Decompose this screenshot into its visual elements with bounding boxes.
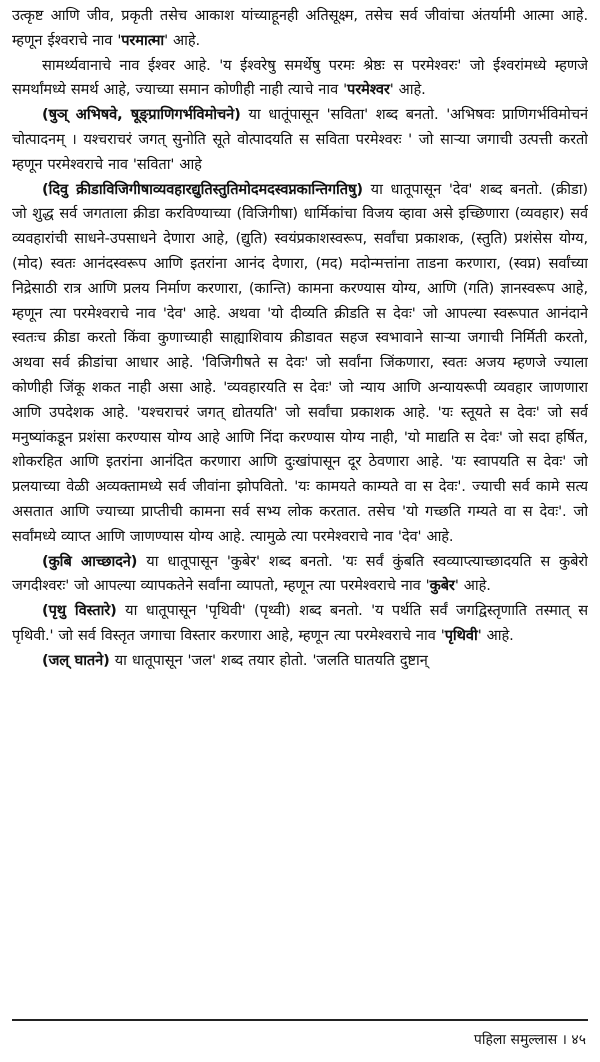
bold-term: (षुञ् अभिषवे, षूङ्प्राणिगर्भविमोचने) (42, 106, 241, 124)
text-run: ' आहे. (389, 81, 426, 99)
paragraph (12, 4, 588, 54)
text-run: या धातूपासून 'कुबेर' शब्द बनतो. 'यः सर्वं कुंबति स्वव्याप्त्याच्छादयति स कुबेरो जगदीश्वरः' जो आपल्या व्यापकतेने सर्वांना व्यापतो, म्हणून त्या परमेश्वराचे नाव ' (12, 552, 588, 595)
text-run: ' आहे. (164, 31, 201, 49)
text-run: ' आहे. (454, 577, 491, 595)
bold-term: पृथिवी (444, 626, 478, 644)
bold-term: परमात्मा (121, 31, 165, 49)
text-run: या धातूपासून 'जल' शब्द तयार होतो. 'जलति घातयति दुष्टान् (109, 651, 428, 669)
bold-term: (पृथु विस्तारे) (42, 602, 117, 620)
bold-term: (जल् घातने) (42, 651, 110, 669)
bold-term: कुबेर (429, 577, 455, 595)
page-body (12, 4, 588, 1004)
text-run: ' आहे. (477, 626, 514, 644)
bold-term: (कुबि आच्छादने) (42, 552, 138, 570)
paragraph (12, 178, 588, 550)
text-run: या धातूंपासून 'सविता' शब्द बनतो. 'अभिषवः प्राणिगर्भविमोचनं चोत्पादनम् । यश्चराचरं जगत् सुनोति सूते वोत्पादयति स सविता परमेश्वरः ' जो साऱ्या जगाची उत्पत्ती करतो म्हणून परमेश्वराचे नाव 'सविता' आहे (12, 106, 588, 173)
footer-divider (12, 1019, 588, 1021)
text-run: या धातूपासून 'देव' शब्द बनतो. (क्रीडा) जो शुद्ध सर्व जगताला क्रीडा करविण्याच्या (विजिगीषा) धार्मिकांचा विजय व्हावा असे इच्छिणारा (व्यवहार) सर्व व्यवहारांची साधने-उपसाधने देणारा आहे, (द्युति) स्वयंप्रकाशस्वरूप, सर्वांचा प्रकाशक, (स्तुति) प्रशंसेस योग्य, (मोद) स्वतः आनंदस्वरूप आणि इतरांना आनंद देणारा, (मद) मदोन्मत्तांना ताडना करणारा, (स्वप्न) सर्वांच्या निद्रेसाठी रात्र आणि प्रलय निर्माण करणारा, (कान्ति) कामना करण्यास योग्य, आणि (गति) ज्ञानस्वरूप आहे, म्हणून त्या परमेश्वराचे नाव 'देव' आहे. अथवा 'यो दीव्यति क्रीडति स देवः' जो आपल्या स्वरूपात आनंदाने स्वतःच क्रीडा करतो किंवा कुणाच्याही साह्याशिवाय क्रीडावत सहज स्वभावाने साऱ्या जगाची निर्मिती करतो, अथवा सर्व क्रीडांचा आधार आहे. 'विजिगीषते स देवः' जो सर्वांना जिंकणारा, स्वतः अजय म्हणजे ज्याला कोणीही जिंकू शकत नाही असा आहे. 'व्यवहारयति स देवः' जो न्याय आणि अन्यायरूपी व्यवहार जाणणारा आणि उपदेशक आहे. 'यश्चराचरं जगत् द्योतयति' जो सर्वांचा प्रकाशक आहे. 'यः स्तूयते स देवः' जो सर्व मनुष्यांकडून प्रशंसा करण्यास योग्य आहे आणि निंदा करण्यास योग्य नाही, 'यो माद्यति स देवः' जो सदा हर्षित, शोकरहित आणि इतरांना आनंदित करणारा आणि दुःखांपासून दूर ठेवणारा आहे. 'यः स्वापयति स देवः' जो प्रलयाच्या वेळी अव्यक्तामध्ये सर्व जीवांना झोपवितो. 'यः कामयते काम्यते वा स देवः'. ज्याची सर्व कामे सत्य असतात आणि ज्याच्या प्राप्तीची कामना सर्व सभ्य लोक करतात. तसेच 'यो गच्छति गम्यते वा स देवः'. जो सर्वांमध्ये व्याप्त आणि जाणण्यास योग्य आहे. त्यामुळे त्या परमेश्वराचे नाव 'देव' आहे. (12, 180, 588, 545)
paragraph (12, 54, 588, 104)
text-run: सामर्थ्यवानाचे नाव ईश्वर आहे. 'य ईश्वरेषु समर्थेषु परमः श्रेष्ठः स परमेश्वरः' जो ईश्वरांमध्ये म्हणजे समर्थांमध्ये समर्थ आहे, ज्याच्या समान कोणीही नाही त्याचे नाव ' (12, 56, 588, 99)
paragraph (12, 103, 588, 177)
text-run: या धातूपासून 'पृथिवी' (पृथ्वी) शब्द बनतो. 'य पर्थति सर्वं जगद्विस्तृणाति तस्मात् स पृथिवी.' जो सर्व विस्तृत जगाचा विस्तार करणारा आहे, म्हणून त्या परमेश्वराचे नाव ' (12, 602, 588, 644)
page-footer: पहिला समुल्लास । ४५ (473, 1032, 586, 1048)
paragraph (12, 649, 588, 674)
bold-term: परमेश्वर (347, 81, 390, 99)
paragraph (12, 599, 588, 649)
text-run: उत्कृष्ट आणि जीव, प्रकृती तसेच आकाश यांच्याहूनही अतिसूक्ष्म, तसेच सर्व जीवांचा अंतर्यामी आत्मा आहे. म्हणून ईश्वराचे नाव ' (12, 7, 588, 49)
bold-term: (दिवु क्रीडाविजिगीषाव्यवहारद्युतिस्तुतिमोदमदस्वप्नकान्तिगतिषु) (42, 180, 363, 198)
paragraph (12, 550, 588, 600)
